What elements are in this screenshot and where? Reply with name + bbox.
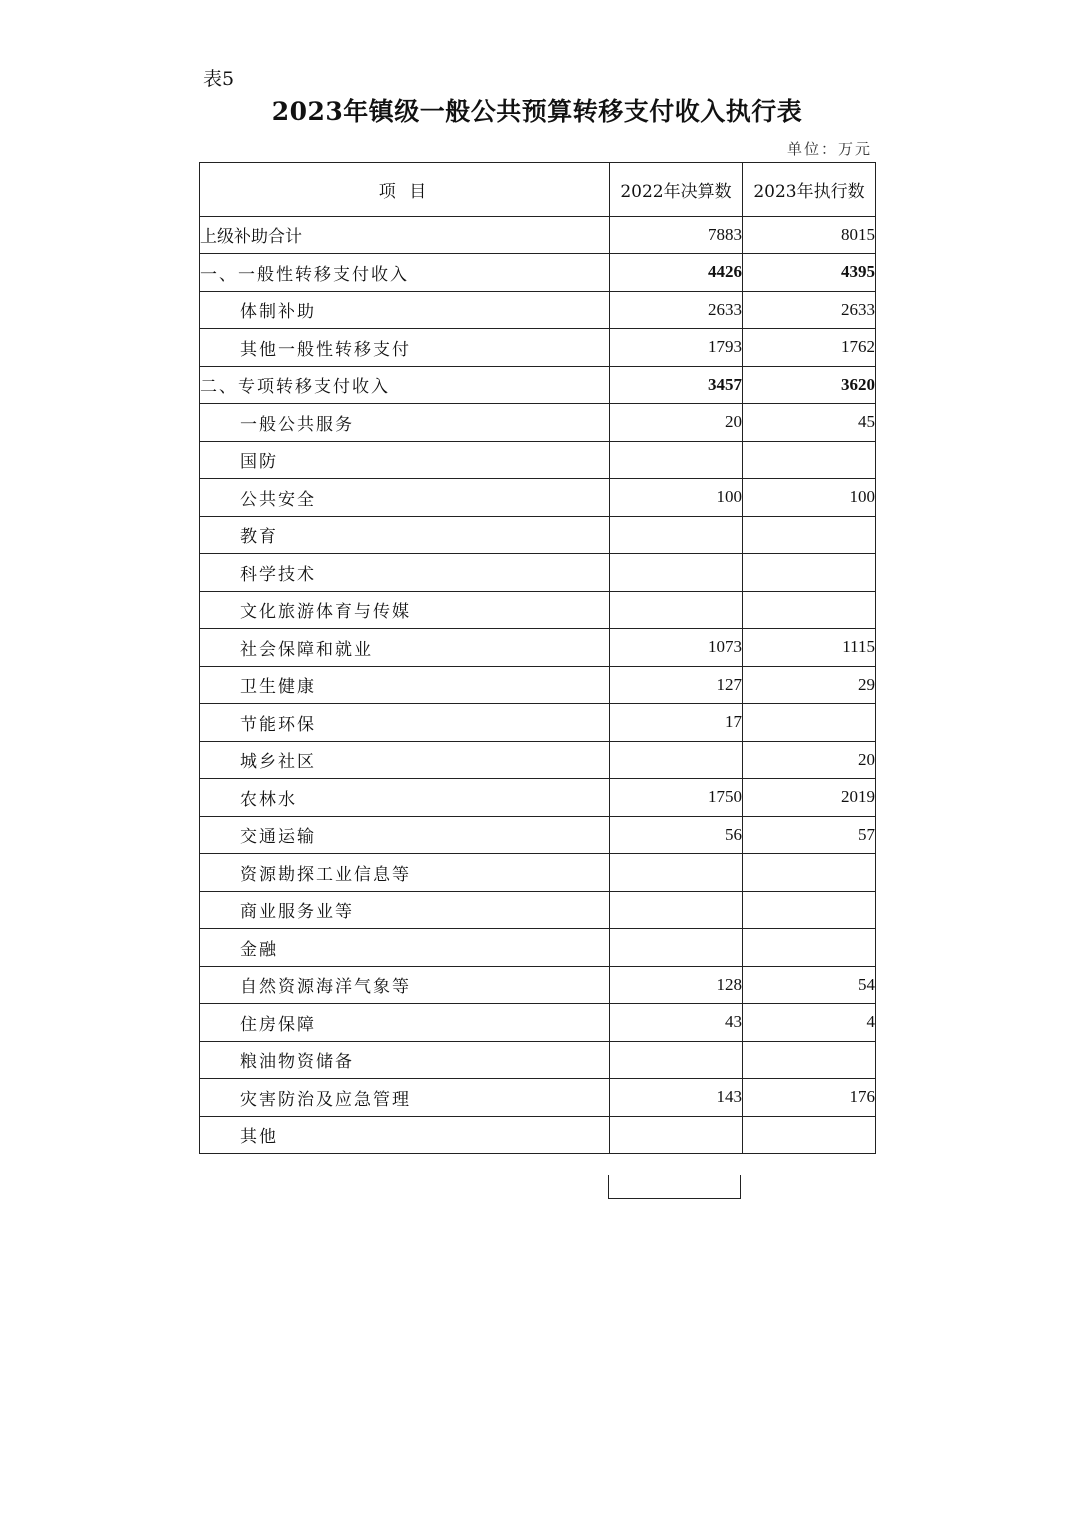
row-item-label: 文化旅游体育与传媒 bbox=[200, 591, 610, 629]
table-row bbox=[200, 891, 876, 929]
row-value-2022: 127 bbox=[610, 666, 743, 704]
row-item-label: 二、专项转移支付收入 bbox=[200, 366, 610, 404]
table-row bbox=[200, 779, 876, 817]
table-row bbox=[200, 1041, 876, 1079]
row-item-label: 国防 bbox=[200, 441, 610, 479]
table-row bbox=[200, 591, 876, 629]
row-value-2022: 1750 bbox=[610, 779, 743, 817]
row-value-2023 bbox=[743, 1116, 876, 1154]
row-value-2022: 4426 bbox=[610, 254, 743, 292]
table-row bbox=[200, 216, 876, 254]
header-2022: 2022年决算数 bbox=[610, 163, 743, 217]
row-item-label: 金融 bbox=[200, 929, 610, 967]
row-item-label: 体制补助 bbox=[200, 291, 610, 329]
table-row bbox=[200, 816, 876, 854]
header-row bbox=[200, 163, 876, 217]
table-row bbox=[200, 1116, 876, 1154]
row-value-2022 bbox=[610, 1041, 743, 1079]
row-value-2022 bbox=[610, 1116, 743, 1154]
row-item-label: 粮油物资储备 bbox=[200, 1041, 610, 1079]
row-item-label: 城乡社区 bbox=[200, 741, 610, 779]
row-value-2023 bbox=[743, 891, 876, 929]
row-item-label: 自然资源海洋气象等 bbox=[200, 966, 610, 1004]
row-value-2022: 56 bbox=[610, 816, 743, 854]
table-row bbox=[200, 291, 876, 329]
row-item-label: 其他 bbox=[200, 1116, 610, 1154]
row-value-2023: 100 bbox=[743, 479, 876, 517]
row-item-label: 商业服务业等 bbox=[200, 891, 610, 929]
row-value-2022 bbox=[610, 741, 743, 779]
table-row bbox=[200, 479, 876, 517]
row-value-2022 bbox=[610, 516, 743, 554]
row-item-label: 节能环保 bbox=[200, 704, 610, 742]
row-value-2023: 4395 bbox=[743, 254, 876, 292]
unit-label: 单位：万元 bbox=[786, 140, 872, 158]
row-item-label: 资源勘探工业信息等 bbox=[200, 854, 610, 892]
row-value-2022: 7883 bbox=[610, 216, 743, 254]
row-value-2023 bbox=[743, 591, 876, 629]
row-value-2022: 128 bbox=[610, 966, 743, 1004]
table-body bbox=[200, 216, 876, 1154]
row-item-label: 教育 bbox=[200, 516, 610, 554]
row-value-2022 bbox=[610, 554, 743, 592]
page-title: 2023年镇级一般公共预算转移支付收入执行表 bbox=[271, 97, 803, 126]
table-row bbox=[200, 366, 876, 404]
row-value-2023 bbox=[743, 441, 876, 479]
row-value-2022: 20 bbox=[610, 404, 743, 442]
table-row bbox=[200, 929, 876, 967]
row-value-2022: 1793 bbox=[610, 329, 743, 367]
table-row bbox=[200, 966, 876, 1004]
row-value-2023: 45 bbox=[743, 404, 876, 442]
row-value-2023 bbox=[743, 554, 876, 592]
row-value-2023 bbox=[743, 516, 876, 554]
row-value-2023: 57 bbox=[743, 816, 876, 854]
row-value-2023: 3620 bbox=[743, 366, 876, 404]
table-label: 表5 bbox=[203, 68, 235, 90]
row-item-label: 社会保障和就业 bbox=[200, 629, 610, 667]
row-value-2023: 2633 bbox=[743, 291, 876, 329]
row-value-2022 bbox=[610, 891, 743, 929]
row-value-2023: 1762 bbox=[743, 329, 876, 367]
row-value-2022: 100 bbox=[610, 479, 743, 517]
row-value-2023: 1115 bbox=[743, 629, 876, 667]
row-value-2023: 29 bbox=[743, 666, 876, 704]
row-value-2023 bbox=[743, 854, 876, 892]
row-item-label: 灾害防治及应急管理 bbox=[200, 1079, 610, 1117]
row-value-2023: 2019 bbox=[743, 779, 876, 817]
table-row bbox=[200, 1004, 876, 1042]
row-item-label: 农林水 bbox=[200, 779, 610, 817]
row-value-2023 bbox=[743, 929, 876, 967]
row-item-label: 一般公共服务 bbox=[200, 404, 610, 442]
row-value-2022: 17 bbox=[610, 704, 743, 742]
row-item-label: 一、一般性转移支付收入 bbox=[200, 254, 610, 292]
empty-footer-cell bbox=[608, 1175, 741, 1199]
table-row bbox=[200, 254, 876, 292]
table-row bbox=[200, 854, 876, 892]
row-item-label: 科学技术 bbox=[200, 554, 610, 592]
budget-table bbox=[199, 162, 876, 1154]
table-row bbox=[200, 441, 876, 479]
table-row bbox=[200, 329, 876, 367]
table-row bbox=[200, 666, 876, 704]
row-value-2023: 20 bbox=[743, 741, 876, 779]
header-2023: 2023年执行数 bbox=[743, 163, 876, 217]
row-value-2022: 2633 bbox=[610, 291, 743, 329]
row-value-2022 bbox=[610, 441, 743, 479]
row-value-2022 bbox=[610, 854, 743, 892]
row-value-2023: 176 bbox=[743, 1079, 876, 1117]
row-value-2022: 43 bbox=[610, 1004, 743, 1042]
table-row bbox=[200, 629, 876, 667]
row-item-label: 上级补助合计 bbox=[200, 216, 610, 254]
row-value-2023 bbox=[743, 1041, 876, 1079]
row-value-2022 bbox=[610, 591, 743, 629]
row-value-2022 bbox=[610, 929, 743, 967]
row-item-label: 卫生健康 bbox=[200, 666, 610, 704]
row-value-2023 bbox=[743, 704, 876, 742]
table-row bbox=[200, 1079, 876, 1117]
table-row bbox=[200, 516, 876, 554]
row-value-2022: 143 bbox=[610, 1079, 743, 1117]
row-value-2023: 54 bbox=[743, 966, 876, 1004]
table-row bbox=[200, 554, 876, 592]
row-item-label: 交通运输 bbox=[200, 816, 610, 854]
row-value-2023: 4 bbox=[743, 1004, 876, 1042]
row-item-label: 其他一般性转移支付 bbox=[200, 329, 610, 367]
header-item: 项 目 bbox=[200, 163, 610, 217]
row-item-label: 住房保障 bbox=[200, 1004, 610, 1042]
row-item-label: 公共安全 bbox=[200, 479, 610, 517]
table-row bbox=[200, 741, 876, 779]
table-row bbox=[200, 704, 876, 742]
row-value-2022: 1073 bbox=[610, 629, 743, 667]
row-value-2023: 8015 bbox=[743, 216, 876, 254]
row-value-2022: 3457 bbox=[610, 366, 743, 404]
table-row bbox=[200, 404, 876, 442]
